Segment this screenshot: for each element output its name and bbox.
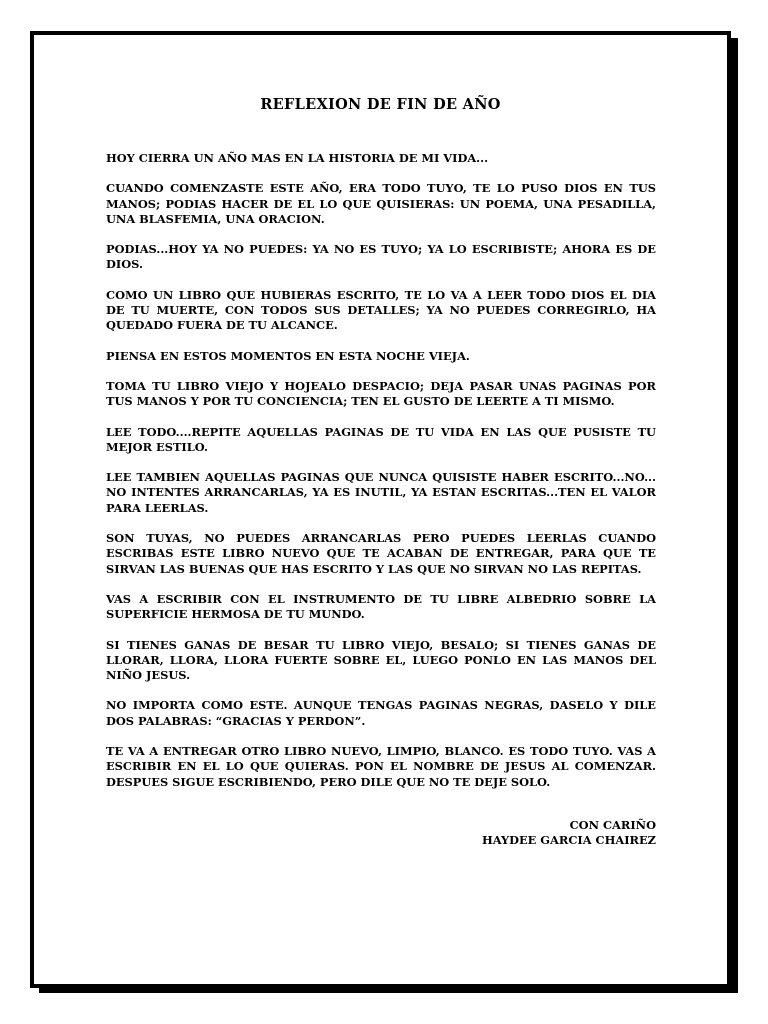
paragraph: PIENSA EN ESTOS MOMENTOS EN ESTA NOCHE VIEJA. — [106, 348, 470, 363]
signature-block — [106, 818, 656, 849]
signature-closing: CON CARIÑO — [569, 818, 656, 832]
signature-author: HAYDEE GARCIA CHAIREZ — [481, 833, 656, 848]
paragraph: HOY CIERRA UN AÑO MAS EN LA HISTORIA DE MI VIDA... — [106, 151, 489, 165]
paragraph: PODIAS...HOY YA NO PUEDES: YA NO ES TUYO; YA LO ESCRIBISTE; AHORA ES DE DIOS. — [106, 242, 656, 272]
paragraph: LEE TODO....REPITE AQUELLAS PAGINAS DE TU VIDA EN LAS QUE PUSISTE TU MEJOR ESTILO. — [106, 424, 656, 454]
document-page — [30, 31, 731, 988]
paragraph: SON TUYAS, NO PUEDES ARRANCARLAS PERO PUEDES LEERLAS CUANDO ESCRIBAS ESTE LIBRO NUEVO QUE TE ACABAN DE ENTREGAR, PARA QUE TE SIRVAN LAS BUENAS QUE HAS ESCRITO Y LAS QUE NO SIRVAN NO LAS REPITAS. — [106, 531, 656, 576]
paragraph: COMO UN LIBRO QUE HUBIERAS ESCRITO, TE LO VA A LEER TODO DIOS EL DIA DE TU MUERTE, CON TODOS SUS DETALLES; YA NO PUEDES CORREGIRLO, HA QUEDADO FUERA DE TU ALCANCE. — [106, 287, 656, 333]
paragraph: VAS A ESCRIBIR CON EL INSTRUMENTO DE TU LIBRE ALBEDRIO SOBRE LA SUPERFICIE HERMOSA DE TU MUNDO. — [106, 591, 656, 622]
paragraph: LEE TAMBIEN AQUELLAS PAGINAS QUE NUNCA QUISISTE HABER ESCRITO...NO... NO INTENTES ARRANCARLAS, YA ES INUTIL, YA ESTAN ESCRITAS...TEN EL VALOR PARA LEERLAS. — [106, 470, 656, 515]
paragraph: SI TIENES GANAS DE BESAR TU LIBRO VIEJO, BESALO; SI TIENES GANAS DE LLORAR, LLORA, LLORA FUERTE SOBRE EL, LUEGO PONLO EN LAS MANOS DEL NIÑO JESUS. — [106, 637, 656, 683]
paragraph: TOMA TU LIBRO VIEJO Y HOJEALO DESPACIO; DEJA PASAR UNAS PAGINAS POR TUS MANOS Y POR TU CONCIENCIA; TEN EL GUSTO DE LEERTE A TI MISMO. — [106, 378, 656, 409]
document-body — [106, 151, 656, 805]
paragraph: TE VA A ENTREGAR OTRO LIBRO NUEVO, LIMPIO, BLANCO. ES TODO TUYO. VAS A ESCRIBIR EN EL LO QUE QUIERAS. PON EL NOMBRE DE JESUS AL COMENZAR. DESPUES SIGUE ESCRIBIENDO, PERO DILE QUE NO TE DEJE SOLO. — [106, 744, 656, 789]
document-title: REFLEXION DE FIN DE AÑO — [260, 96, 501, 113]
paragraph: NO IMPORTA COMO ESTE. AUNQUE TENGAS PAGINAS NEGRAS, DASELO Y DILE DOS PALABRAS: “GRACIAS Y PERDON”. — [106, 698, 656, 728]
paragraph: CUANDO COMENZASTE ESTE AÑO, ERA TODO TUYO, TE LO PUSO DIOS EN TUS MANOS; PODIAS HACER DE EL LO QUE QUISIERAS: UN POEMA, UNA PESADILLA, UNA BLASFEMIA, UNA ORACION. — [106, 181, 656, 226]
